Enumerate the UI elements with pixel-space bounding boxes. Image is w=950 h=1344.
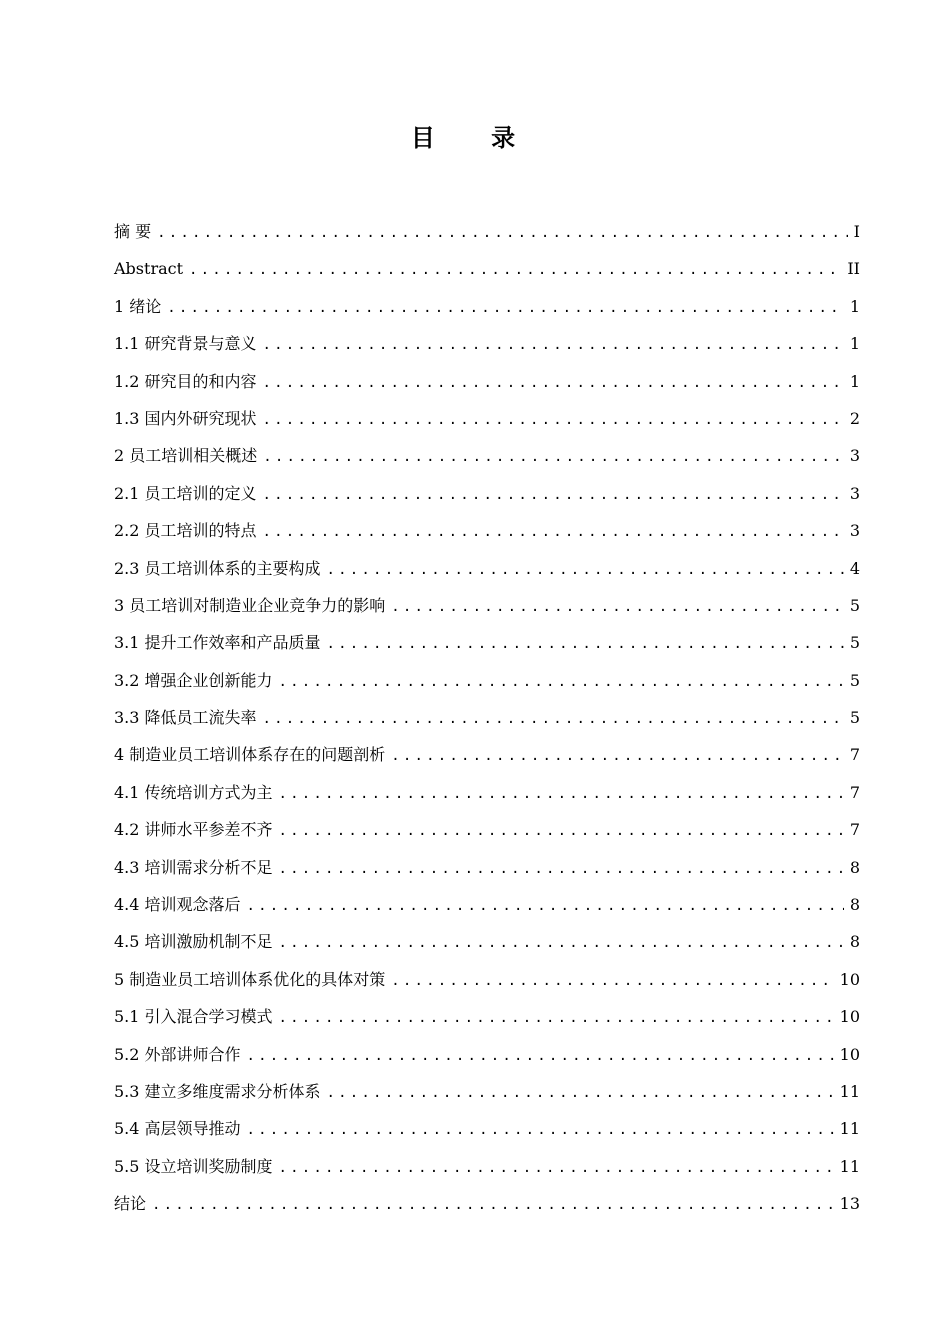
toc-entry-page: I <box>853 222 860 241</box>
toc-entry-page: 7 <box>849 745 860 765</box>
toc-entry-page: 8 <box>849 932 860 952</box>
toc-dot-leader <box>279 776 844 813</box>
toc-entry[interactable] <box>114 774 860 811</box>
toc-entry-label: 4.1 传统培训方式为主 <box>114 782 273 802</box>
toc-entry-label: 2 员工培训相关概述 <box>114 446 258 466</box>
toc-entry-page: 3 <box>849 446 860 466</box>
toc-entry[interactable] <box>114 550 860 587</box>
toc-entry-label: 3.1 提升工作效率和产品质量 <box>114 633 321 653</box>
toc-entry-page: 3 <box>849 521 860 541</box>
toc-entry-page: 8 <box>849 895 860 915</box>
table-of-contents <box>114 213 860 1223</box>
toc-entry-label: 5.2 外部讲师合作 <box>114 1044 241 1064</box>
toc-entry[interactable] <box>114 961 860 998</box>
toc-entry-label: 5 制造业员工培训体系优化的具体对策 <box>114 969 386 989</box>
toc-dot-leader <box>263 701 844 738</box>
toc-entry-label: 4.4 培训观念落后 <box>114 895 241 915</box>
toc-dot-leader <box>327 1075 834 1112</box>
toc-entry-label: 1.3 国内外研究现状 <box>114 408 257 428</box>
toc-entry[interactable] <box>114 1073 860 1110</box>
toc-dot-leader <box>279 664 844 701</box>
toc-dot-leader <box>152 1187 834 1224</box>
toc-dot-leader <box>279 851 844 888</box>
toc-entry-label: 2.3 员工培训体系的主要构成 <box>114 558 321 578</box>
toc-entry-page: 1 <box>849 296 860 316</box>
toc-entry[interactable] <box>114 288 860 325</box>
toc-dot-leader <box>279 1150 834 1187</box>
toc-entry-page: 7 <box>849 782 860 802</box>
toc-dot-leader <box>263 439 844 476</box>
toc-dot-leader <box>391 589 844 626</box>
page-title: 目 录 <box>410 124 540 152</box>
toc-entry-label: 4.5 培训激励机制不足 <box>114 932 273 952</box>
toc-dot-leader <box>279 1000 834 1037</box>
toc-entry-label: 5.5 设立培训奖励制度 <box>114 1156 273 1176</box>
toc-entry[interactable] <box>114 811 860 848</box>
toc-entry-page: 5 <box>849 670 860 690</box>
toc-entry-label: 1 绪论 <box>114 296 162 316</box>
toc-entry[interactable] <box>114 699 860 736</box>
toc-entry-page: 2 <box>849 408 860 428</box>
toc-dot-leader <box>391 963 833 1000</box>
toc-dot-leader <box>247 1038 834 1075</box>
toc-entry-page: 1 <box>849 334 860 354</box>
toc-entry-label: 4.3 培训需求分析不足 <box>114 857 273 877</box>
toc-entry-label: 摘 要 <box>114 222 152 241</box>
toc-entry-page: 1 <box>849 371 860 391</box>
toc-entry-page: 5 <box>849 633 860 653</box>
toc-entry-label: 结论 <box>114 1194 147 1214</box>
toc-entry-page: 3 <box>849 483 860 503</box>
toc-entry-label: 3.2 增强企业创新能力 <box>114 670 273 690</box>
toc-dot-leader <box>279 925 844 962</box>
toc-entry[interactable] <box>114 886 860 923</box>
toc-entry[interactable] <box>114 624 860 661</box>
toc-entry-page: 10 <box>839 969 860 989</box>
toc-entry-label: 1.2 研究目的和内容 <box>114 371 257 391</box>
toc-dot-leader <box>247 888 844 925</box>
toc-entry[interactable] <box>114 923 860 960</box>
toc-dot-leader <box>189 252 841 289</box>
toc-entry[interactable] <box>114 849 860 886</box>
toc-dot-leader <box>327 626 844 663</box>
toc-entry-page: 5 <box>849 595 860 615</box>
toc-entry[interactable] <box>114 325 860 362</box>
toc-dot-leader <box>263 365 844 402</box>
toc-dot-leader <box>263 402 844 439</box>
toc-entry[interactable] <box>114 400 860 437</box>
toc-entry-page: 13 <box>839 1194 860 1214</box>
toc-dot-leader <box>247 1112 834 1149</box>
toc-entry[interactable] <box>114 736 860 773</box>
toc-entry-label: 3 员工培训对制造业企业竞争力的影响 <box>114 595 386 615</box>
toc-entry[interactable] <box>114 512 860 549</box>
toc-entry-page: 4 <box>849 558 860 578</box>
toc-entry-page: 11 <box>839 1156 860 1176</box>
toc-entry[interactable] <box>114 363 860 400</box>
toc-entry-page: 11 <box>839 1081 860 1101</box>
toc-dot-leader <box>279 813 844 850</box>
toc-entry-label: 4 制造业员工培训体系存在的问题剖析 <box>114 745 386 765</box>
toc-entry-label: 4.2 讲师水平参差不齐 <box>114 820 273 840</box>
toc-entry-label: Abstract <box>114 259 184 279</box>
toc-entry[interactable] <box>114 1110 860 1147</box>
toc-dot-leader <box>167 290 844 327</box>
toc-entry[interactable] <box>114 1036 860 1073</box>
toc-entry[interactable] <box>114 250 860 287</box>
toc-dot-leader <box>263 514 844 551</box>
toc-entry[interactable] <box>114 475 860 512</box>
toc-entry[interactable] <box>114 662 860 699</box>
toc-entry-label: 1.1 研究背景与意义 <box>114 334 257 354</box>
toc-entry-page: 10 <box>839 1007 860 1027</box>
toc-entry[interactable] <box>114 587 860 624</box>
toc-dot-leader <box>391 738 844 775</box>
toc-dot-leader <box>263 327 844 364</box>
toc-entry-page: II <box>847 259 860 279</box>
toc-entry-page: 5 <box>849 708 860 728</box>
toc-entry-label: 5.4 高层领导推动 <box>114 1119 241 1139</box>
toc-entry[interactable] <box>114 213 860 250</box>
toc-dot-leader <box>263 477 844 514</box>
toc-entry[interactable] <box>114 1148 860 1185</box>
toc-entry[interactable] <box>114 437 860 474</box>
toc-entry-page: 11 <box>839 1119 860 1139</box>
toc-dot-leader <box>157 215 848 252</box>
toc-entry-label: 2.1 员工培训的定义 <box>114 483 257 503</box>
toc-entry-label: 2.2 员工培训的特点 <box>114 521 257 541</box>
toc-entry-page: 10 <box>839 1044 860 1064</box>
toc-entry-label: 5.3 建立多维度需求分析体系 <box>114 1081 321 1101</box>
toc-entry-label: 3.3 降低员工流失率 <box>114 708 257 728</box>
toc-entry[interactable] <box>114 998 860 1035</box>
toc-entry-page: 7 <box>849 820 860 840</box>
toc-entry-page: 8 <box>849 857 860 877</box>
toc-dot-leader <box>327 552 844 589</box>
toc-entry[interactable] <box>114 1185 860 1222</box>
toc-entry-label: 5.1 引入混合学习模式 <box>114 1007 273 1027</box>
